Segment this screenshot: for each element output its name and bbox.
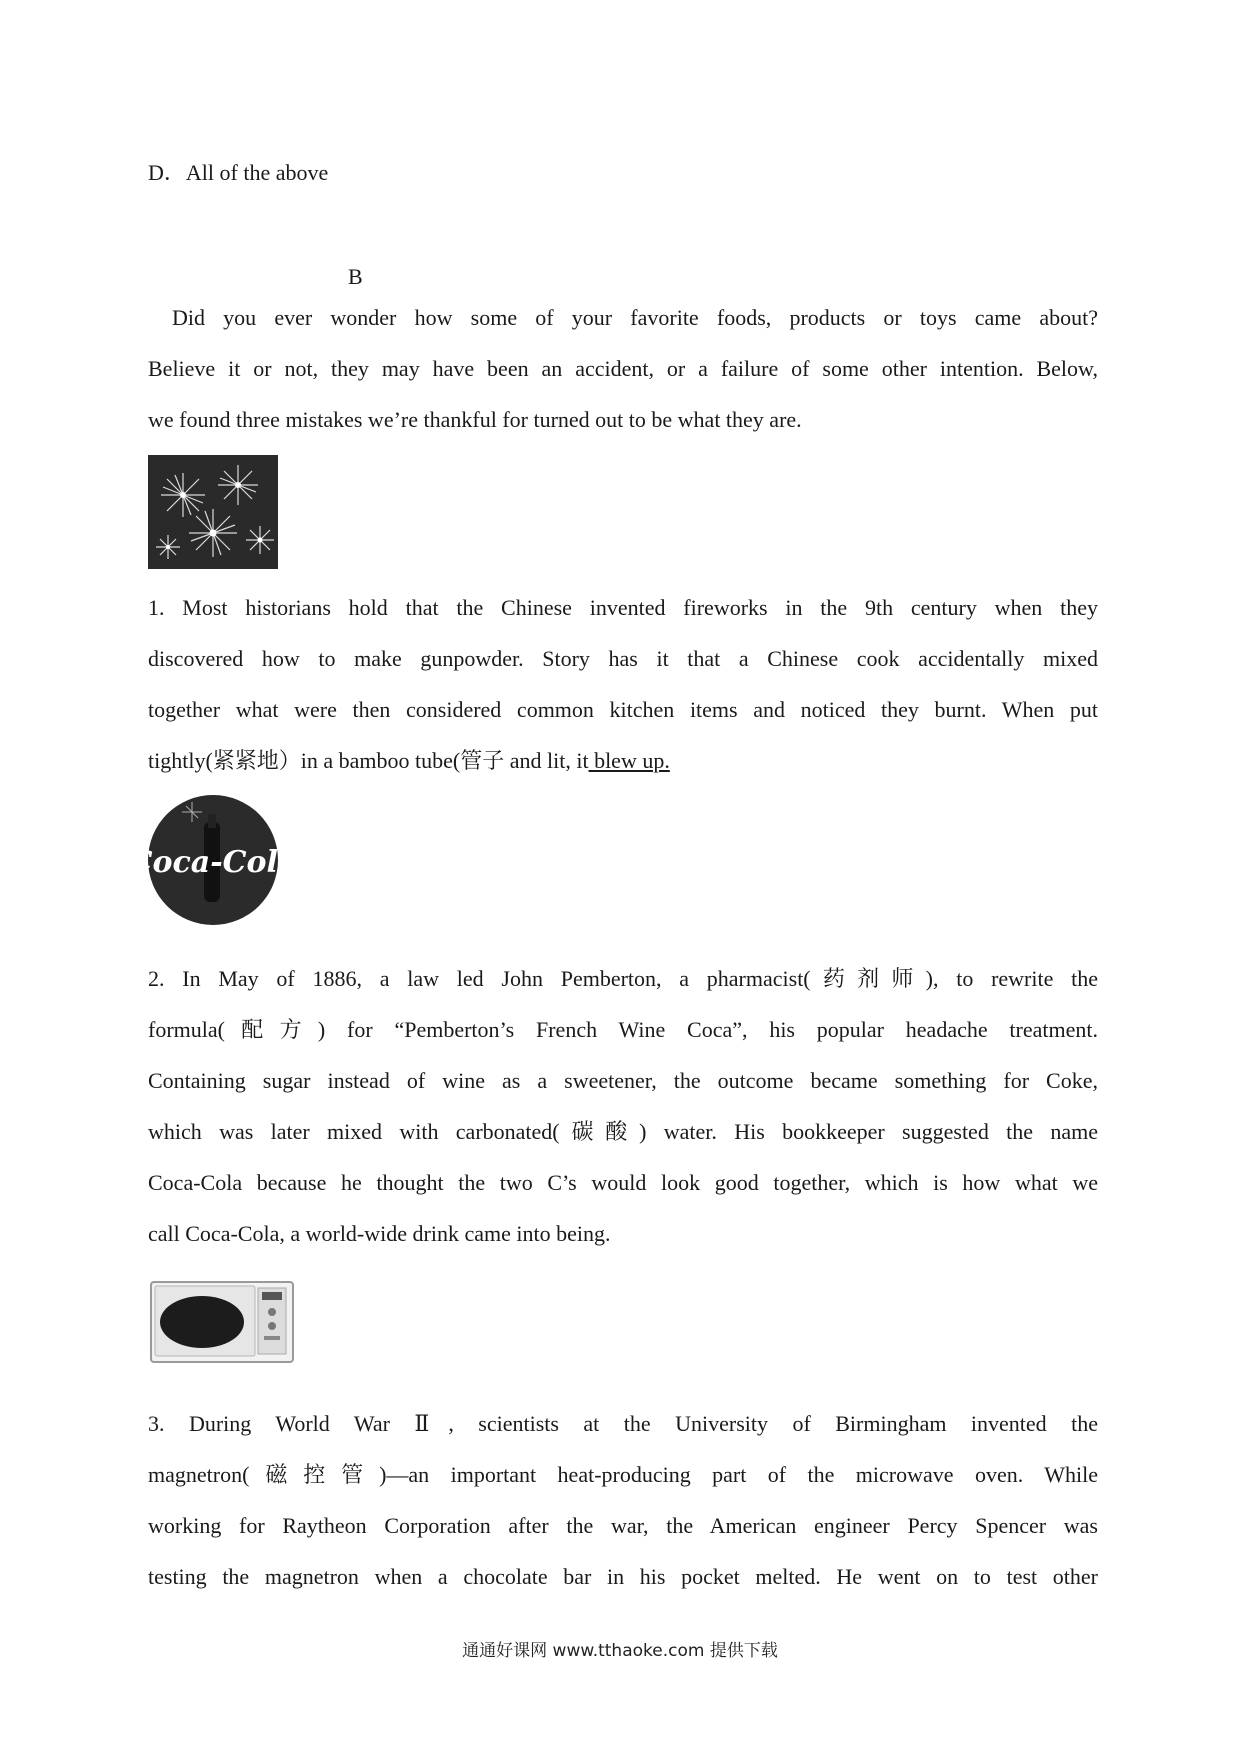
coca-cola-logo [128,792,298,928]
option-d: D．All of the above [148,160,329,185]
intro-line-3: we found three mistakes we’re thankful for turned out to be what they are. [148,407,802,432]
microwave-image [150,1278,296,1366]
page-footer: 通通好课网 www.tthaoke.com 提供下载 [462,1641,778,1661]
item3-line-4: testing the magnetron when a chocolate bar in his pocket melted. He went on to test other [148,1564,1098,1589]
item2-line-2: formula(配方) for “Pemberton’s French Wine Coca”, his popular headache treatment. [148,1017,1098,1042]
item2-line-4: which was later mixed with carbonated(碳酸) water. His bookkeeper suggested the name [148,1119,1098,1144]
section-label: B [348,264,363,289]
item1-line-3: together what were then considered common kitchen items and noticed they burnt. When put [148,697,1098,722]
item3-line-3: working for Raytheon Corporation after the war, the American engineer Percy Spencer was [148,1513,1098,1538]
fireworks-image [148,455,278,569]
blew-up-underlined: blew up. [588,748,670,773]
item2-line-3: Containing sugar instead of wine as a sweetener, the outcome became something for Coke, [148,1068,1098,1093]
item3-line-1: 3. During World War Ⅱ, scientists at the University of Birmingham invented the [148,1411,1098,1436]
item1-line-1: 1. Most historians hold that the Chinese invented fireworks in the 9th century when they [148,595,1098,620]
intro-line-1: Did you ever wonder how some of your favorite foods, products or toys came about? [172,305,1098,330]
coca-cola-logo-text: Coca-Cola [128,845,298,880]
item2-line-1: 2. In May of 1886, a law led John Pemberton, a pharmacist(药剂师), to rewrite the [148,966,1098,991]
item2-line-5: Coca-Cola because he thought the two C’s would look good together, which is how what we [148,1170,1098,1195]
item3-line-2: magnetron(磁控管)—an important heat-producing part of the microwave oven. While [148,1462,1098,1487]
item1-line-4-text: tightly(紧紧地）in a bamboo tube(管子 and lit, it [148,748,589,773]
intro-line-2: Believe it or not, they may have been an accident, or a failure of some other intention. Below, [148,356,1098,381]
item1-line-2: discovered how to make gunpowder. Story has it that a Chinese cook accidentally mixed [148,646,1098,671]
item1-line-4 [148,746,670,776]
item2-line-6: call Coca-Cola, a world-wide drink came into being. [148,1221,611,1246]
